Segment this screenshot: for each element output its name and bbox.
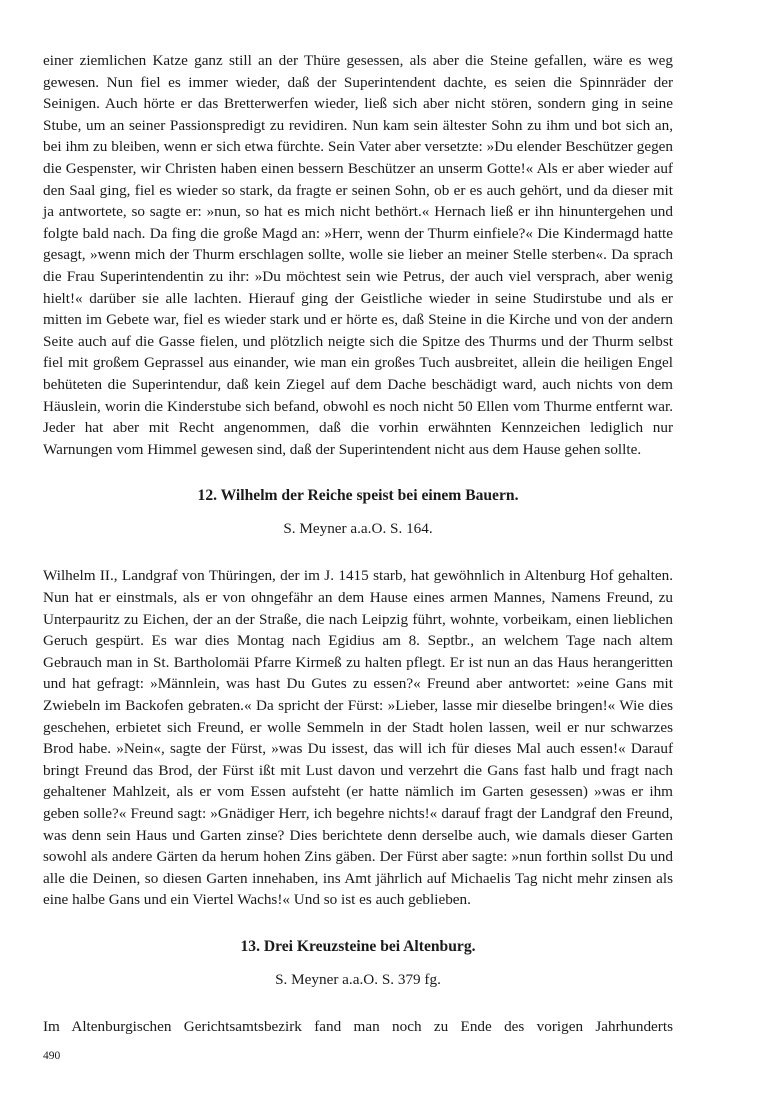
page-number: 490 — [43, 1050, 61, 1062]
section-13-text: Im Altenburgischen Gerichtsamtsbezirk fand man noch zu Ende des vorigen Jahrhunderts — [43, 1018, 673, 1036]
section-12-source: S. Meyner a.a.O. S. 164. — [283, 519, 433, 537]
section-13-source: S. Meyner a.a.O. S. 379 fg. — [275, 970, 441, 988]
section-13 — [43, 936, 673, 1038]
paragraph-continued: einer ziemlichen Katze ganz still an der Thüre gesessen, als aber die Steine gefallen, wäre es weg gewesen. Nun fiel es immer wieder, daß der Superintendent dachte, es seien die Spinnräder der Seinigen. Auch hörte er das Bretterwerfen wieder, ließ sich aber nicht stören, sondern ging in seine Stube, um an seiner Passionspredigt zu revidiren. Nun kam sein ältester Sohn zu ihm und bot sich an, bei ihm zu bleiben, wenn er sich etwa fürchte. Sein Vater aber versetzte: »Du elender Beschützer gegen die Gespenster, wir Christen haben einen bessern Beschützer an unserm Gotte!« Als er aber wieder auf den Saal ging, fiel es wieder so stark, da fragte er seinen Sohn, ob er es auch gehört, und da dieser mit ja antwortete, so sagte er: »nun, so hat es mich nicht bethört.« Hernach ließ er ihn hinuntergehen und folgte bald nach. Da fing die große Magd an: »Herr, wenn der Thurm einfiele?« Die Kindermagd hatte gesagt, »wenn mich der Thurm erschlagen sollte, wolle sie lieber an meiner Stelle sterben«. Da sprach die Frau Superintendentin zu ihr: »Du möchtest sein wie Petrus, der auch viel versprach, aber wenig hielt!« darüber sie alle lachten. Hierauf ging der Geistliche wieder in seine Studirstube und als er mitten im Gebete war, fiel es wieder stark und er hörte es, daß Steine in die Kirche und von der andern Seite auch auf die Gasse fielen, und plötzlich neigte sich die Spitze des Thurms und der Thurm selbst fiel mit großem Geprassel aus einander, wie man ein großes Tuch ausbreitet, allein die heiligen Engel behüteten die Superintendur, daß kein Ziegel auf dem Dache beschädigt ward, auch nichts von dem Häuslein, worin die Kinderstube sich befand, obwohl es noch nicht 50 Ellen vom Thurme entfernt war. Jeder hat aber mit Recht angenommen, daß die vorhin erwähnten Kennzeichen lediglich nur Warnungen vom Himmel gewesen sind, daß der Superintendent nicht aus dem Hause gehen sollte. — [43, 52, 673, 458]
section-12-text: Wilhelm II., Landgraf von Thüringen, der im J. 1415 starb, hat gewöhnlich in Altenburg Hof gehalten. Nun hat er einstmals, als er von ohngefähr an dem Hause eines armen Mannes, Namens Freund, zu Unterpauritz zu Eichen, der an der Straße, die nach Leipzig führt, wohnte, vorbeikam, einen lieblichen Geruch gespürt. Es war dies Montag nach Egidius am 8. Septbr., an welchem Tage nach altem Gebrauch man in St. Bartholomäi Pfarre Kirmeß zu halten pflegt. Er ist nun an das Haus herangeritten und hat gefragt: »Männlein, was hast Du Gutes zu essen?« Freund aber antwortet: »eine Gans mit Zwiebeln im Backofen gebraten.« Da spricht der Fürst: »Lieber, lasse mir dieselbe bringen!« Wie dies geschehen, erbietet sich Freund, er wolle Semmeln in der Stadt holen lassen, weil er nur schwarzes Brod habe. »Nein«, sagte der Fürst, »was Du issest, das will ich für dieses Mal auch essen!« Darauf bringt Freund das Brod, der Fürst ißt mit Lust davon und verzehrt die Gans fast halb und fragt nach gehaltener Mahlzeit, als er vom Essen aufsteht (er hatte nämlich im Garten gesessen) »was er ihm geben solle?« Freund sagt: »Gnädiger Herr, ich begehre nichts!« darauf fragt der Landgraf den Freund, was denn sein Haus und Garten zinse? Dies berichtete denn derselbe auch, wie damals dieser Garten sowohl als andere Gärten da herum hohen Zins gäben. Der Fürst aber sagte: »nun forthin sollst Du und alle die Deinen, so diesen Garten innehaben, ins Amt jährlich auf Michaelis Tag nicht mehr zinsen als eine halbe Gans und ein Viertel Wachs!« Und so ist es auch geblieben. — [43, 567, 673, 909]
page-body — [43, 50, 673, 1038]
section-13-heading: 13. Drei Kreuzsteine bei Altenburg. — [240, 937, 476, 955]
section-12 — [43, 485, 673, 911]
section-12-heading: 12. Wilhelm der Reiche speist bei einem Bauern. — [197, 487, 519, 505]
